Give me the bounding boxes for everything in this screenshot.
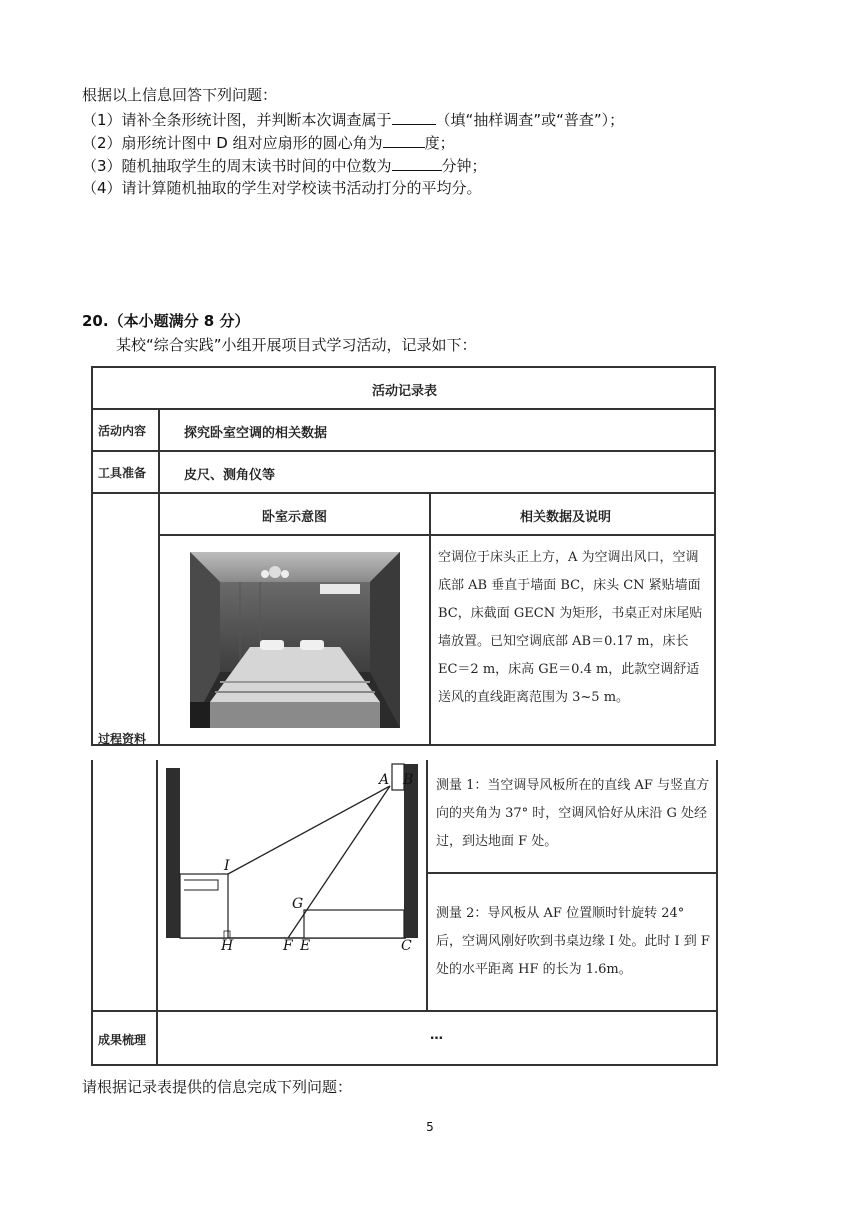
table-vline bbox=[429, 492, 431, 746]
row-value-results: … bbox=[430, 1028, 443, 1043]
column-header-diagram: 卧室示意图 bbox=[262, 510, 328, 525]
table-hline bbox=[91, 492, 716, 494]
diagram-label-i: I bbox=[224, 858, 230, 874]
table-hline bbox=[426, 872, 718, 874]
question-3 bbox=[82, 154, 487, 177]
row-label-process: 过程资料 bbox=[98, 732, 147, 746]
closing-instruction: 请根据记录表提供的信息完成下列问题： bbox=[82, 1078, 353, 1096]
bedroom-photo bbox=[190, 552, 400, 728]
table-hline bbox=[91, 1064, 718, 1066]
page-number: 5 bbox=[426, 1120, 434, 1134]
table-hline bbox=[91, 408, 716, 410]
question-3-text-b: 分钟； bbox=[441, 157, 487, 175]
room-description: 空调位于床头正上方，A 为空调出风口，空调底部 AB 垂直于墙面 BC，床头 CN 紧贴墙面 BC，床截面 GECN 为矩形，书桌正对床尾贴墙放置。已知空调底部 AB＝0.17 m，床长 EC＝2 m，床高 GE＝0.4 m，此款空调舒适送风的直线距离范围为 3~5 m。 bbox=[438, 550, 703, 705]
measurement-2: 测量 2：导风板从 AF 位置顺时针旋转 24° 后，空调风刚好吹到书桌边缘 I 处。此时 I 到 F 处的水平距离 HF 的长为 1.6m。 bbox=[436, 906, 710, 977]
row-label-tools: 工具准备 bbox=[98, 466, 147, 480]
question-3-text-a: （3）随机抽取学生的周末读书时间的中位数为 bbox=[82, 157, 392, 175]
question-1-text-a: （1）请补全条形统计图，并判断本次调查属于 bbox=[82, 111, 392, 129]
row-value-tools: 皮尺、测角仪等 bbox=[184, 468, 276, 483]
intro-line: 根据以上信息回答下列问题： bbox=[82, 86, 278, 104]
diagram-label-g: G bbox=[292, 896, 304, 912]
problem-20-heading: 20.（本小题满分 8 分） bbox=[82, 312, 250, 330]
diagram-label-h: H bbox=[221, 938, 234, 954]
diagram-label-b: B bbox=[403, 772, 414, 788]
diagram-label-e: E bbox=[300, 938, 311, 954]
row-label-results: 成果梳理 bbox=[98, 1033, 147, 1047]
question-1-text-b: （填“抽样调查”或“普查”）； bbox=[435, 111, 625, 129]
question-2-text-a: （2）扇形统计图中 D 组对应扇形的圆心角为 bbox=[82, 134, 383, 152]
column-header-data: 相关数据及说明 bbox=[520, 510, 612, 525]
table-vline bbox=[91, 1010, 93, 1066]
answer-blank-3 bbox=[392, 154, 442, 171]
answer-blank-2 bbox=[383, 131, 425, 148]
table-hline bbox=[91, 450, 716, 452]
question-1 bbox=[82, 108, 624, 131]
measurement-1: 测量 1：当空调导风板所在的直线 AF 与竖直方向的夹角为 37° 时，空调风恰好从床沿 G 处经过，到达地面 F 处。 bbox=[436, 778, 710, 849]
diagram-label-a: A bbox=[379, 772, 390, 788]
table-hline bbox=[91, 1010, 718, 1012]
question-2-text-b: 度； bbox=[424, 134, 455, 152]
table-vline bbox=[716, 760, 718, 1066]
table-title: 活动记录表 bbox=[372, 384, 438, 399]
problem-20-intro: 某校“综合实践”小组开展项目式学习活动，记录如下： bbox=[116, 336, 477, 354]
table-vline bbox=[426, 760, 428, 1010]
diagram-label-f: F bbox=[283, 938, 293, 954]
question-4: （4）请计算随机抽取的学生对学校读书活动打分的平均分。 bbox=[82, 179, 482, 197]
row-value-content: 探究卧室空调的相关数据 bbox=[184, 426, 328, 441]
table-hline bbox=[158, 534, 716, 536]
table-vline bbox=[156, 760, 158, 1010]
diagram-label-c: C bbox=[401, 938, 412, 954]
measurement-diagram bbox=[160, 760, 424, 960]
table-vline bbox=[91, 760, 93, 1010]
table-vline bbox=[158, 408, 160, 746]
answer-blank-1 bbox=[392, 108, 436, 125]
question-2 bbox=[82, 131, 455, 154]
row-label-content: 活动内容 bbox=[98, 424, 147, 438]
table-vline bbox=[156, 1010, 158, 1066]
